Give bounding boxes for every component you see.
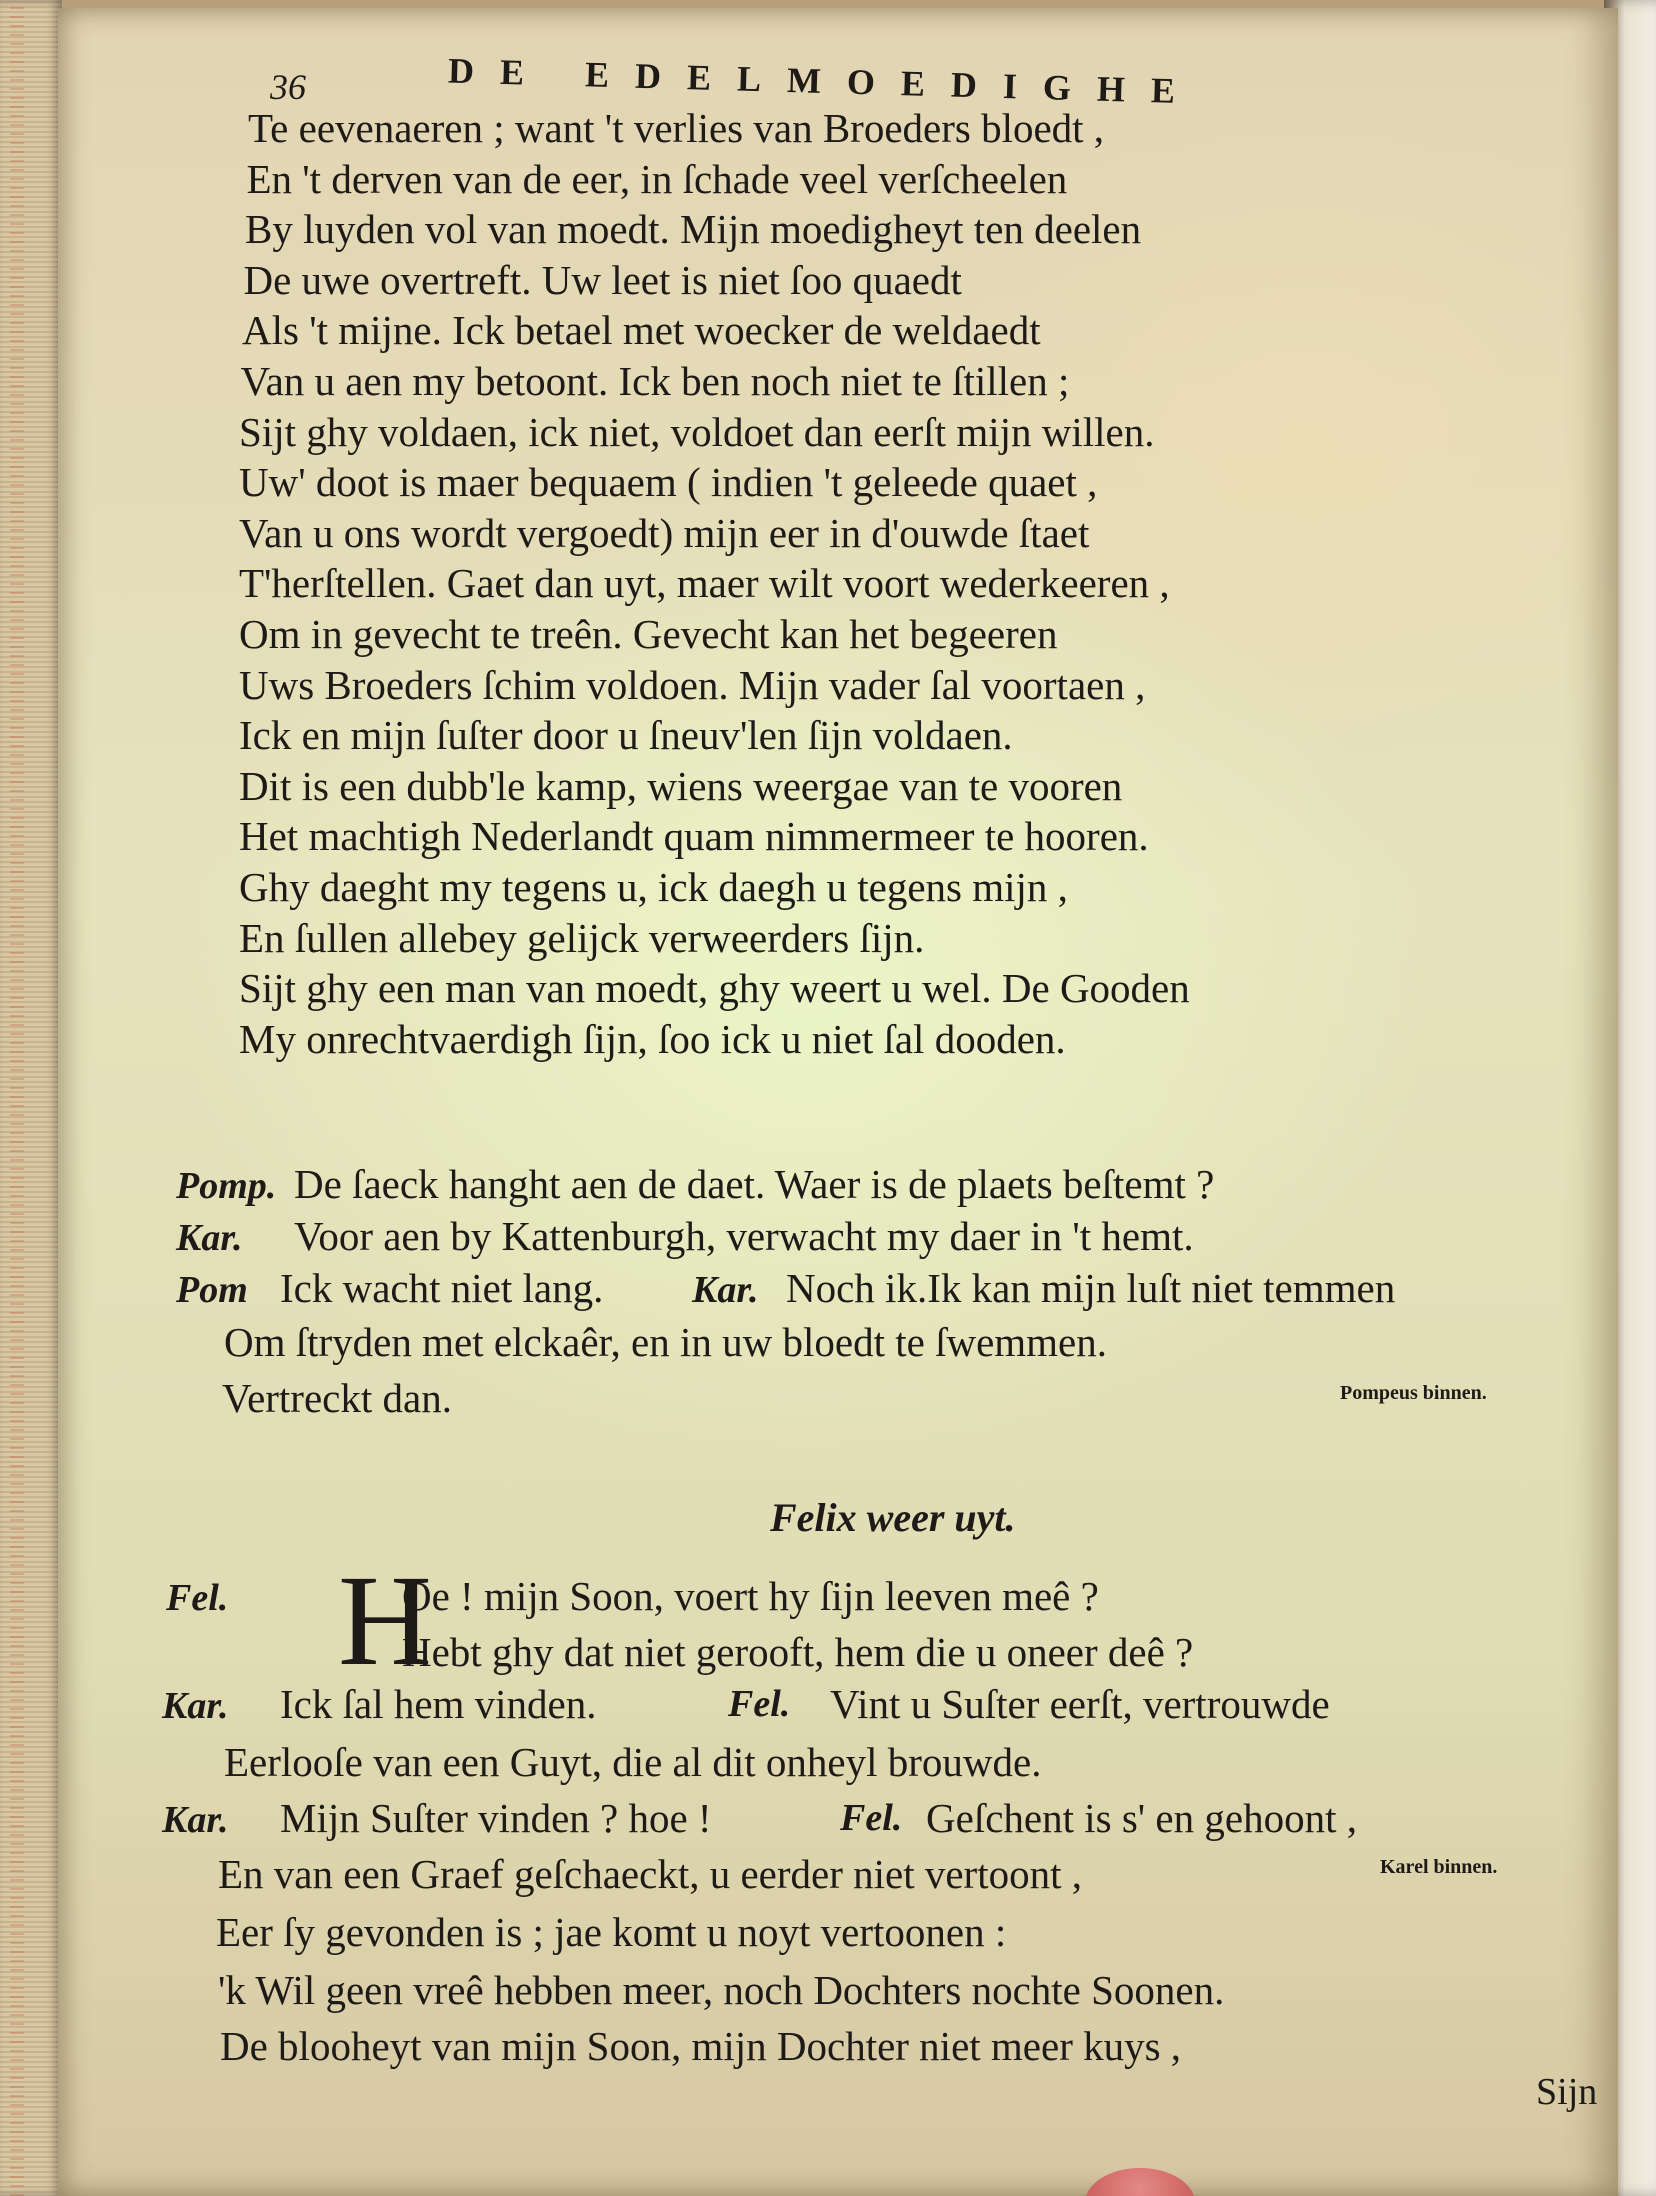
verse-line: Eer ſy gevonden is ; jae komt u noyt vertoonen : — [216, 1909, 1007, 1955]
speaker-label: Pomp. — [176, 1165, 277, 1207]
verse-line: En van een Graef geſchaeckt, u eerder niet vertoont , — [218, 1851, 1082, 1897]
verse-line: En 't derven van de eer, in ſchade veel verſcheelen — [246, 155, 1068, 202]
stage-direction: Pompeus binnen. — [1340, 1382, 1487, 1404]
verse-line: T'herſtellen. Gaet dan uyt, maer wilt voort wederkeeren , — [239, 560, 1170, 607]
verse-line: Sijt ghy voldaen, ick niet, voldoet dan eerſt mijn willen. — [239, 408, 1155, 455]
speaker-label: Kar. — [176, 1217, 243, 1259]
verse-line: Noch ik.Ik kan mijn luſt niet temmen — [786, 1265, 1396, 1311]
verse-line: Geſchent is s' en gehoont , — [926, 1795, 1357, 1841]
drop-cap: H — [338, 1549, 432, 1693]
verse-line: Uw' doot is maer bequaem ( indien 't geleede quaet , — [239, 459, 1098, 506]
verse-line: Ick en mijn ſuſter door u ſneuv'len ſijn voldaen. — [239, 712, 1013, 759]
verse-line: Vint u Suſter eerſt, vertrouwde — [830, 1681, 1330, 1727]
verse-line: Voor aen by Kattenburgh, verwacht my daer in 't hemt. — [294, 1213, 1194, 1259]
verse-line: Sijt ghy een man van moedt, ghy weert u wel. De Gooden — [239, 965, 1190, 1012]
speaker-label: Kar. — [692, 1269, 759, 1311]
verse-line: Mijn Suſter vinden ? hoe ! — [280, 1795, 712, 1841]
page-number: 36 — [270, 67, 306, 107]
verse-line: Vertreckt dan. — [222, 1375, 452, 1421]
speaker-label: Pom — [176, 1269, 248, 1311]
verse-line: Om in gevecht te treên. Gevecht kan het begeeren — [239, 611, 1058, 657]
stage-direction: Karel binnen. — [1380, 1856, 1498, 1878]
verse-line: Ick ſal hem vinden. — [280, 1681, 597, 1727]
speaker-fel: Fel. — [728, 1683, 791, 1725]
book-edge-left — [0, 0, 62, 2196]
speaker-fel: Fel. — [840, 1797, 903, 1839]
verse-line: Van u ons wordt vergoedt) mijn eer in d'ouwde ſtaet — [239, 509, 1090, 556]
verse-line: Als 't mijne. Ick betael met woecker de weldaedt — [242, 307, 1041, 354]
verse-line: Om ſtryden met elckaêr, en in uw bloedt te ſwemmen. — [224, 1319, 1108, 1365]
verse-line: En ſullen allebey gelijck verweerders ſijn. — [239, 914, 925, 961]
catchword: Sijn — [1536, 2071, 1598, 2113]
speaker-kar: Kar. — [162, 1799, 229, 1841]
verse-line: Ghy daeght my tegens u, ick daegh u tegens mijn , — [239, 864, 1068, 910]
verse-line: Eerlooſe van een Guyt, die al dit onheyl brouwde. — [224, 1739, 1042, 1785]
verse-line: De uwe overtreft. Uw leet is niet ſoo quaedt — [243, 256, 962, 303]
running-head: DE EDELMOEDIGHE — [447, 50, 1202, 112]
verse-line: De ſaeck hanght aen de daet. Waer is de plaets beſtemt ? — [294, 1161, 1215, 1207]
verse-line: Oe ! mijn Soon, voert hy ſijn leeven meê ? — [402, 1573, 1099, 1619]
verse-line: De blooheyt van mijn Soon, mijn Dochter niet meer kuys , — [220, 2023, 1182, 2069]
verse-line: Ick wacht niet lang. — [280, 1265, 604, 1311]
verse-line: Hebt ghy dat niet gerooft, hem die u oneer deê ? — [402, 1629, 1194, 1675]
verse-line: Dit is een dubb'le kamp, wiens weergae van te vooren — [239, 762, 1123, 809]
verse-line: Uws Broeders ſchim voldoen. Mijn vader ſal voortaen , — [239, 661, 1146, 708]
verse-line: My onrechtvaerdigh ſijn, ſoo ick u niet ſal dooden. — [239, 1015, 1066, 1062]
verse-line: Te eevenaeren ; want 't verlies van Broeders bloedt , — [248, 105, 1105, 151]
book-page — [58, 8, 1618, 2196]
verse-line: Van u aen my betoont. Ick ben noch niet te ſtillen ; — [240, 358, 1070, 404]
verse-line: By luyden vol van moedt. Mijn moedigheyt ten deelen — [245, 206, 1142, 253]
speaker-kar: Kar. — [162, 1685, 229, 1727]
verse-line: 'k Wil geen vreê hebben meer, noch Dochters nochte Soonen. — [218, 1967, 1225, 2013]
verse-line: Het machtigh Nederlandt quam nimmermeer te hooren. — [239, 813, 1149, 860]
scene-heading: Felix weer uyt. — [770, 1495, 1016, 1540]
speaker-fel: Fel. — [166, 1577, 229, 1619]
